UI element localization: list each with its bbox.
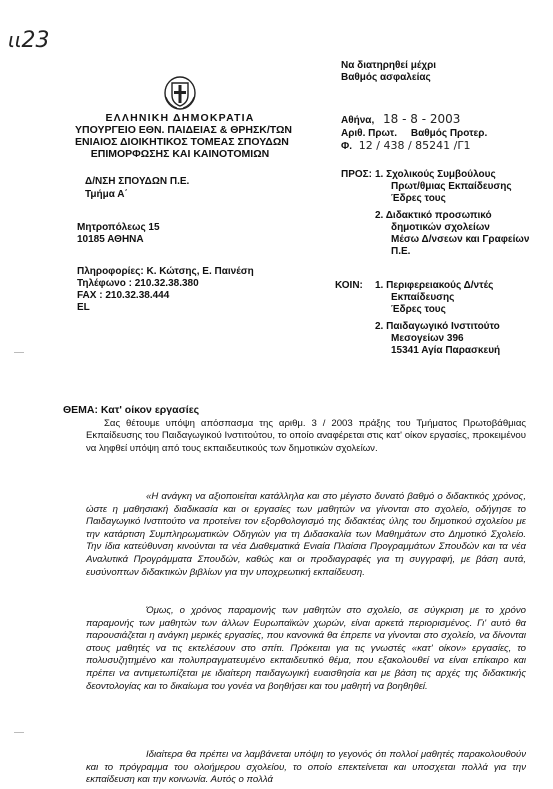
subject-line: ΘΕΜΑ: Κατ' οίκον εργασίες bbox=[63, 404, 200, 416]
copy-item: Εκπαίδευσης bbox=[391, 292, 455, 303]
file-number-line bbox=[341, 140, 471, 153]
date-line bbox=[341, 113, 460, 127]
intro-paragraph: Σας θέτουμε υπόψη απόσπασμα της αριθμ. 3 / 2003 πράξης του Τμήματος Πρωτοβάθμιας Εκπαίδευσης του Παιδαγωγικού Ινστιτούτου, το οποίο αναφέρεται στις κατ' οίκον εργασίες, προκειμένου να ληφθεί υπόψη από τους εκπαιδευτικούς των δημοτικών σχολείων. bbox=[86, 418, 526, 454]
quote-paragraph: Ιδιαίτερα θα πρέπει να λαμβάνεται υπόψη το γεγονός ότι πολλοί μαθητές παρακολουθούν και το πρόγραμμα του ολοήμερου σχολείου, το οποίο επεκτείνεται και υποσχεται πολλά για την εκπαίδευση και την κοινωνία. Αυτός ο πολλά bbox=[86, 749, 526, 786]
recipient-item: Έδρες τους bbox=[391, 193, 446, 204]
recipient-item: Πρωτ/θμιας Εκπαίδευσης bbox=[391, 181, 512, 192]
recipient-item: 2. Διδακτικό προσωπικό bbox=[375, 210, 492, 221]
handwritten-file-number: 12 / 438 / 85241 /Γ1 bbox=[358, 139, 471, 152]
handwritten-page-number: ιι23 bbox=[8, 28, 50, 53]
department-name: Δ/ΝΣΗ ΣΠΟΥΔΩΝ Π.Ε. bbox=[85, 176, 190, 187]
contact-fax: FAX : 210.32.38.444 bbox=[77, 290, 170, 301]
protocol-label: Αριθ. Πρωτ. Βαθμός Προτερ. bbox=[341, 128, 488, 139]
recipients-label: ΠΡΟΣ: bbox=[341, 169, 373, 180]
copy-item: 1. Περιφερειακούς Δ/ντές bbox=[375, 280, 494, 291]
copy-item: Έδρες τους bbox=[391, 304, 446, 315]
security-level-line: Βαθμός ασφαλείας bbox=[341, 72, 431, 83]
greek-emblem bbox=[163, 75, 197, 111]
header-line: ΕΠΙΜΟΡΦΩΣΗΣ ΚΑΙ ΚΑΙΝΟΤΟΜΙΩΝ bbox=[90, 148, 270, 160]
copy-item: 15341 Αγία Παρασκευή bbox=[391, 345, 501, 356]
header-line: ΥΠΟΥΡΓΕΙΟ ΕΘΝ. ΠΑΙΔΕΙΑΣ & ΘΡΗΣΚ/ΤΩΝ bbox=[75, 124, 293, 136]
address-city: 10185 ΑΘΗΝΑ bbox=[77, 234, 144, 245]
header-line: ΕΛΛΗΝΙΚΗ ΔΗΜΟΚΡΑΤΙΑ bbox=[105, 112, 255, 124]
ministry-header bbox=[75, 112, 293, 160]
recipient-item: Μέσω Δ/νσεων και Γραφείων bbox=[391, 234, 530, 245]
address-street: Μητροπόλεως 15 bbox=[77, 222, 160, 233]
file-prefix: Φ. bbox=[341, 141, 352, 152]
copy-item: 2. Παιδαγωγικό Ινστιτούτο bbox=[375, 321, 500, 332]
scan-margin-mark bbox=[14, 732, 24, 733]
copy-item: Μεσογείων 396 bbox=[391, 333, 464, 344]
department-section: Τμήμα Α΄ bbox=[85, 189, 128, 200]
recipient-item: δημοτικών σχολείων bbox=[391, 222, 490, 233]
quote-paragraph: Όμως, ο χρόνος παραμονής των μαθητών στο σχολείο, σε σύγκριση με το χρόνο παραμονής των μαθητών των άλλων Ευρωπαϊκών χωρών, είναι αρκετά περιορισμένος. Γι' αυτό θα παρουσιάζεται η ανάγκη μερικές εργασίες, που κανονικά θα έπρεπε να γίνονται στο σχολείο, να δίνονται στους μαθητές να τις εκτελέσουν στο σπίτι. Πρόκειται για τις γνωστές «κατ' οίκον» εργασίες, το πολυσυζητημένο και πολυπραγματευμένο εκπαιδευτικό θέμα, που εξακολουθεί να είναι επίκαιρο και πρέπει να αντιμετωπίζεται με ιδιαίτερη παιδαγωγική ευαισθησία και με βάση τις αρχές της διδακτικής δεοντολογίας και το δικαίωμα του γονέα να βοηθήσει και του μαθητή να βοηθηθεί. bbox=[86, 605, 526, 692]
quote-paragraph: «Η ανάγκη να αξιοποιείται κατάλληλα και στο μέγιστο δυνατό βαθμό ο διδακτικός χρόνος, ώστε η μαθησιακή διαδικασία και οι εργασίες των μαθητών να γίνονται στο σχολείο, οδήγησε το Παιδαγωγικό Ινστιτούτο να προτείνει τον εξορθολογισμό της διδακτέας ύλης του δημοτικού σχολείου με την κατάρτιση Συμπληρωματικών Οδηγιών για τη Διδασκαλία των Μαθημάτων στο Δημοτικό Σχολείο. Την ίδια κατεύθυνση κινούνται τα νέα Διαθεματικά Ενιαία Πλαίσια Προγραμμάτων Σπουδών και τα νέα Αναλυτικά Προγράμματα Σπουδών, καθώς και οι προδιαγραφές για τη συγγραφή, με βάση αυτά, ευσύνοπτων διδακτικών βιβλίων για την υποχρεωτική εκπαίδευση. bbox=[86, 491, 526, 578]
date-city: Αθήνα, bbox=[341, 115, 375, 126]
scan-margin-mark bbox=[14, 352, 24, 353]
contact-code: EL bbox=[77, 302, 90, 313]
copies-label: ΚΟΙΝ: bbox=[335, 280, 363, 291]
retention-line: Να διατηρηθεί μέχρι bbox=[341, 60, 437, 71]
handwritten-date: 18 - 8 - 2003 bbox=[383, 112, 461, 126]
contact-info: Πληροφορίες: Κ. Κώτσης, Ε. Παινέση bbox=[77, 266, 254, 277]
contact-phone: Τηλέφωνο : 210.32.38.380 bbox=[77, 278, 199, 289]
recipient-item: 1. Σχολικούς Συμβούλους bbox=[375, 169, 496, 180]
header-line: ΕΝΙΑΙΟΣ ΔΙΟΙΚΗΤΙΚΟΣ ΤΟΜΕΑΣ ΣΠΟΥΔΩΝ bbox=[75, 136, 289, 148]
recipient-item: Π.Ε. bbox=[391, 246, 411, 257]
